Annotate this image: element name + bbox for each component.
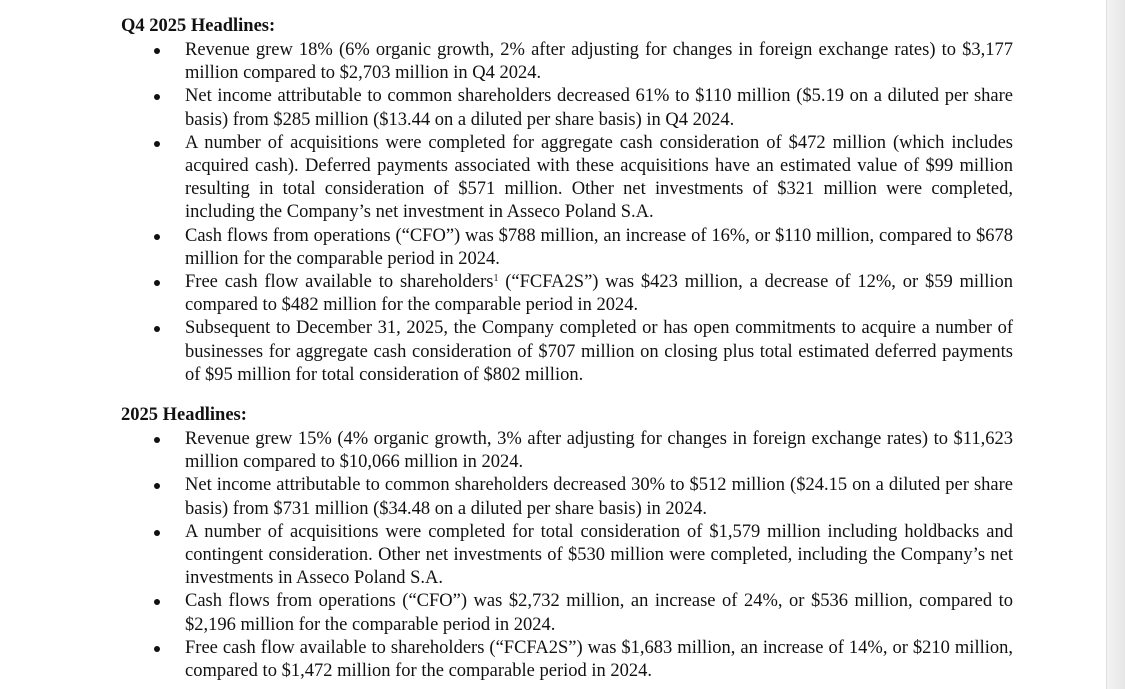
- list-item-text: A number of acquisitions were completed for total consideration of $1,579 million including holdbacks and contingent consideration. Other net investments of $530 million were completed, including the Company’s net investments in Asseco Poland S.A.: [185, 521, 1013, 589]
- list-item: [121, 474, 1013, 520]
- bullet-icon: [154, 326, 160, 332]
- list-item: [121, 428, 1013, 474]
- fy-2025-headlines-section: [121, 404, 1021, 683]
- list-item: [121, 225, 1013, 271]
- bullet-icon: [154, 234, 160, 240]
- section-heading: Q4 2025 Headlines:: [121, 16, 276, 36]
- bullet-icon: [154, 94, 160, 100]
- list-item: [121, 590, 1013, 636]
- page-edge-shadow: [1106, 0, 1125, 689]
- bullet-icon: [154, 141, 160, 147]
- list-item-text: Free cash flow available to shareholders (“FCFA2S”) was $1,683 million, an increase of 14%, or $210 million, compared to $1,472 million for the comparable period in 2024.: [185, 637, 1013, 682]
- list-item-text-end: (“FCFA2S”) was $423 million, a decrease of 12%, or $59 million compared to $482 million for the comparable period in 2024.: [185, 272, 1013, 316]
- bullet-list: [121, 428, 1021, 683]
- list-item-text: Net income attributable to common shareholders decreased 30% to $512 million ($24.15 on a diluted per share basis) from $731 million ($34.48 on a diluted per share basis) in 2024.: [185, 475, 1013, 519]
- list-item-text: Net income attributable to common shareholders decreased 61% to $110 million ($5.19 on a diluted per share basis) from $285 million ($13.44 on a diluted per share basis) in Q4 2024.: [185, 86, 1013, 130]
- list-item: [121, 132, 1013, 225]
- bullet-icon: [154, 530, 160, 536]
- bullet-icon: [154, 437, 160, 443]
- list-item: [121, 271, 1013, 317]
- footnote-marker: 1: [493, 273, 499, 285]
- list-item-text: Subsequent to December 31, 2025, the Company completed or has open commitments to acquire a number of businesses for aggregate cash consideration of $707 million on closing plus total estimated deferred payments of $95 million for total consideration of $802 million.: [185, 318, 1013, 385]
- list-item-text: Revenue grew 15% (4% organic growth, 3% after adjusting for changes in foreign exchange rates) to $11,623 million compared to $10,066 million in 2024.: [185, 429, 1013, 473]
- q4-2025-headlines-section: [121, 15, 1021, 387]
- bullet-icon: [154, 599, 160, 605]
- list-item-text: Cash flows from operations (“CFO”) was $788 million, an increase of 16%, or $110 million, compared to $678 million for the comparable period in 2024.: [185, 225, 1013, 269]
- list-item-text: Cash flows from operations (“CFO”) was $2,732 million, an increase of 24%, or $536 million, compared to $2,196 million for the comparable period in 2024.: [185, 591, 1013, 635]
- bullet-icon: [154, 646, 160, 652]
- bullet-icon: [154, 48, 160, 54]
- list-item: [121, 637, 1013, 683]
- list-item-text-start: Free cash flow available to shareholders: [185, 272, 494, 293]
- list-item: [121, 85, 1013, 131]
- bullet-list: [121, 39, 1021, 387]
- section-heading: 2025 Headlines:: [121, 405, 247, 425]
- list-item-text: Revenue grew 18% (6% organic growth, 2% after adjusting for changes in foreign exchange rates) to $3,177 million compared to $2,703 million in Q4 2024.: [185, 40, 1013, 84]
- list-item-text: A number of acquisitions were completed for aggregate cash consideration of $472 million (which includes acquired cash). Deferred payments associated with these acquisitions have an estimated value of $99 million resulting in total consideration of $571 million. Other net investments of $321 million were completed, including the Company’s net investment in Asseco Poland S.A.: [185, 132, 1013, 223]
- list-item: [121, 317, 1013, 387]
- bullet-icon: [154, 280, 160, 286]
- bullet-icon: [154, 483, 160, 489]
- list-item: [121, 521, 1013, 591]
- list-item: [121, 39, 1013, 85]
